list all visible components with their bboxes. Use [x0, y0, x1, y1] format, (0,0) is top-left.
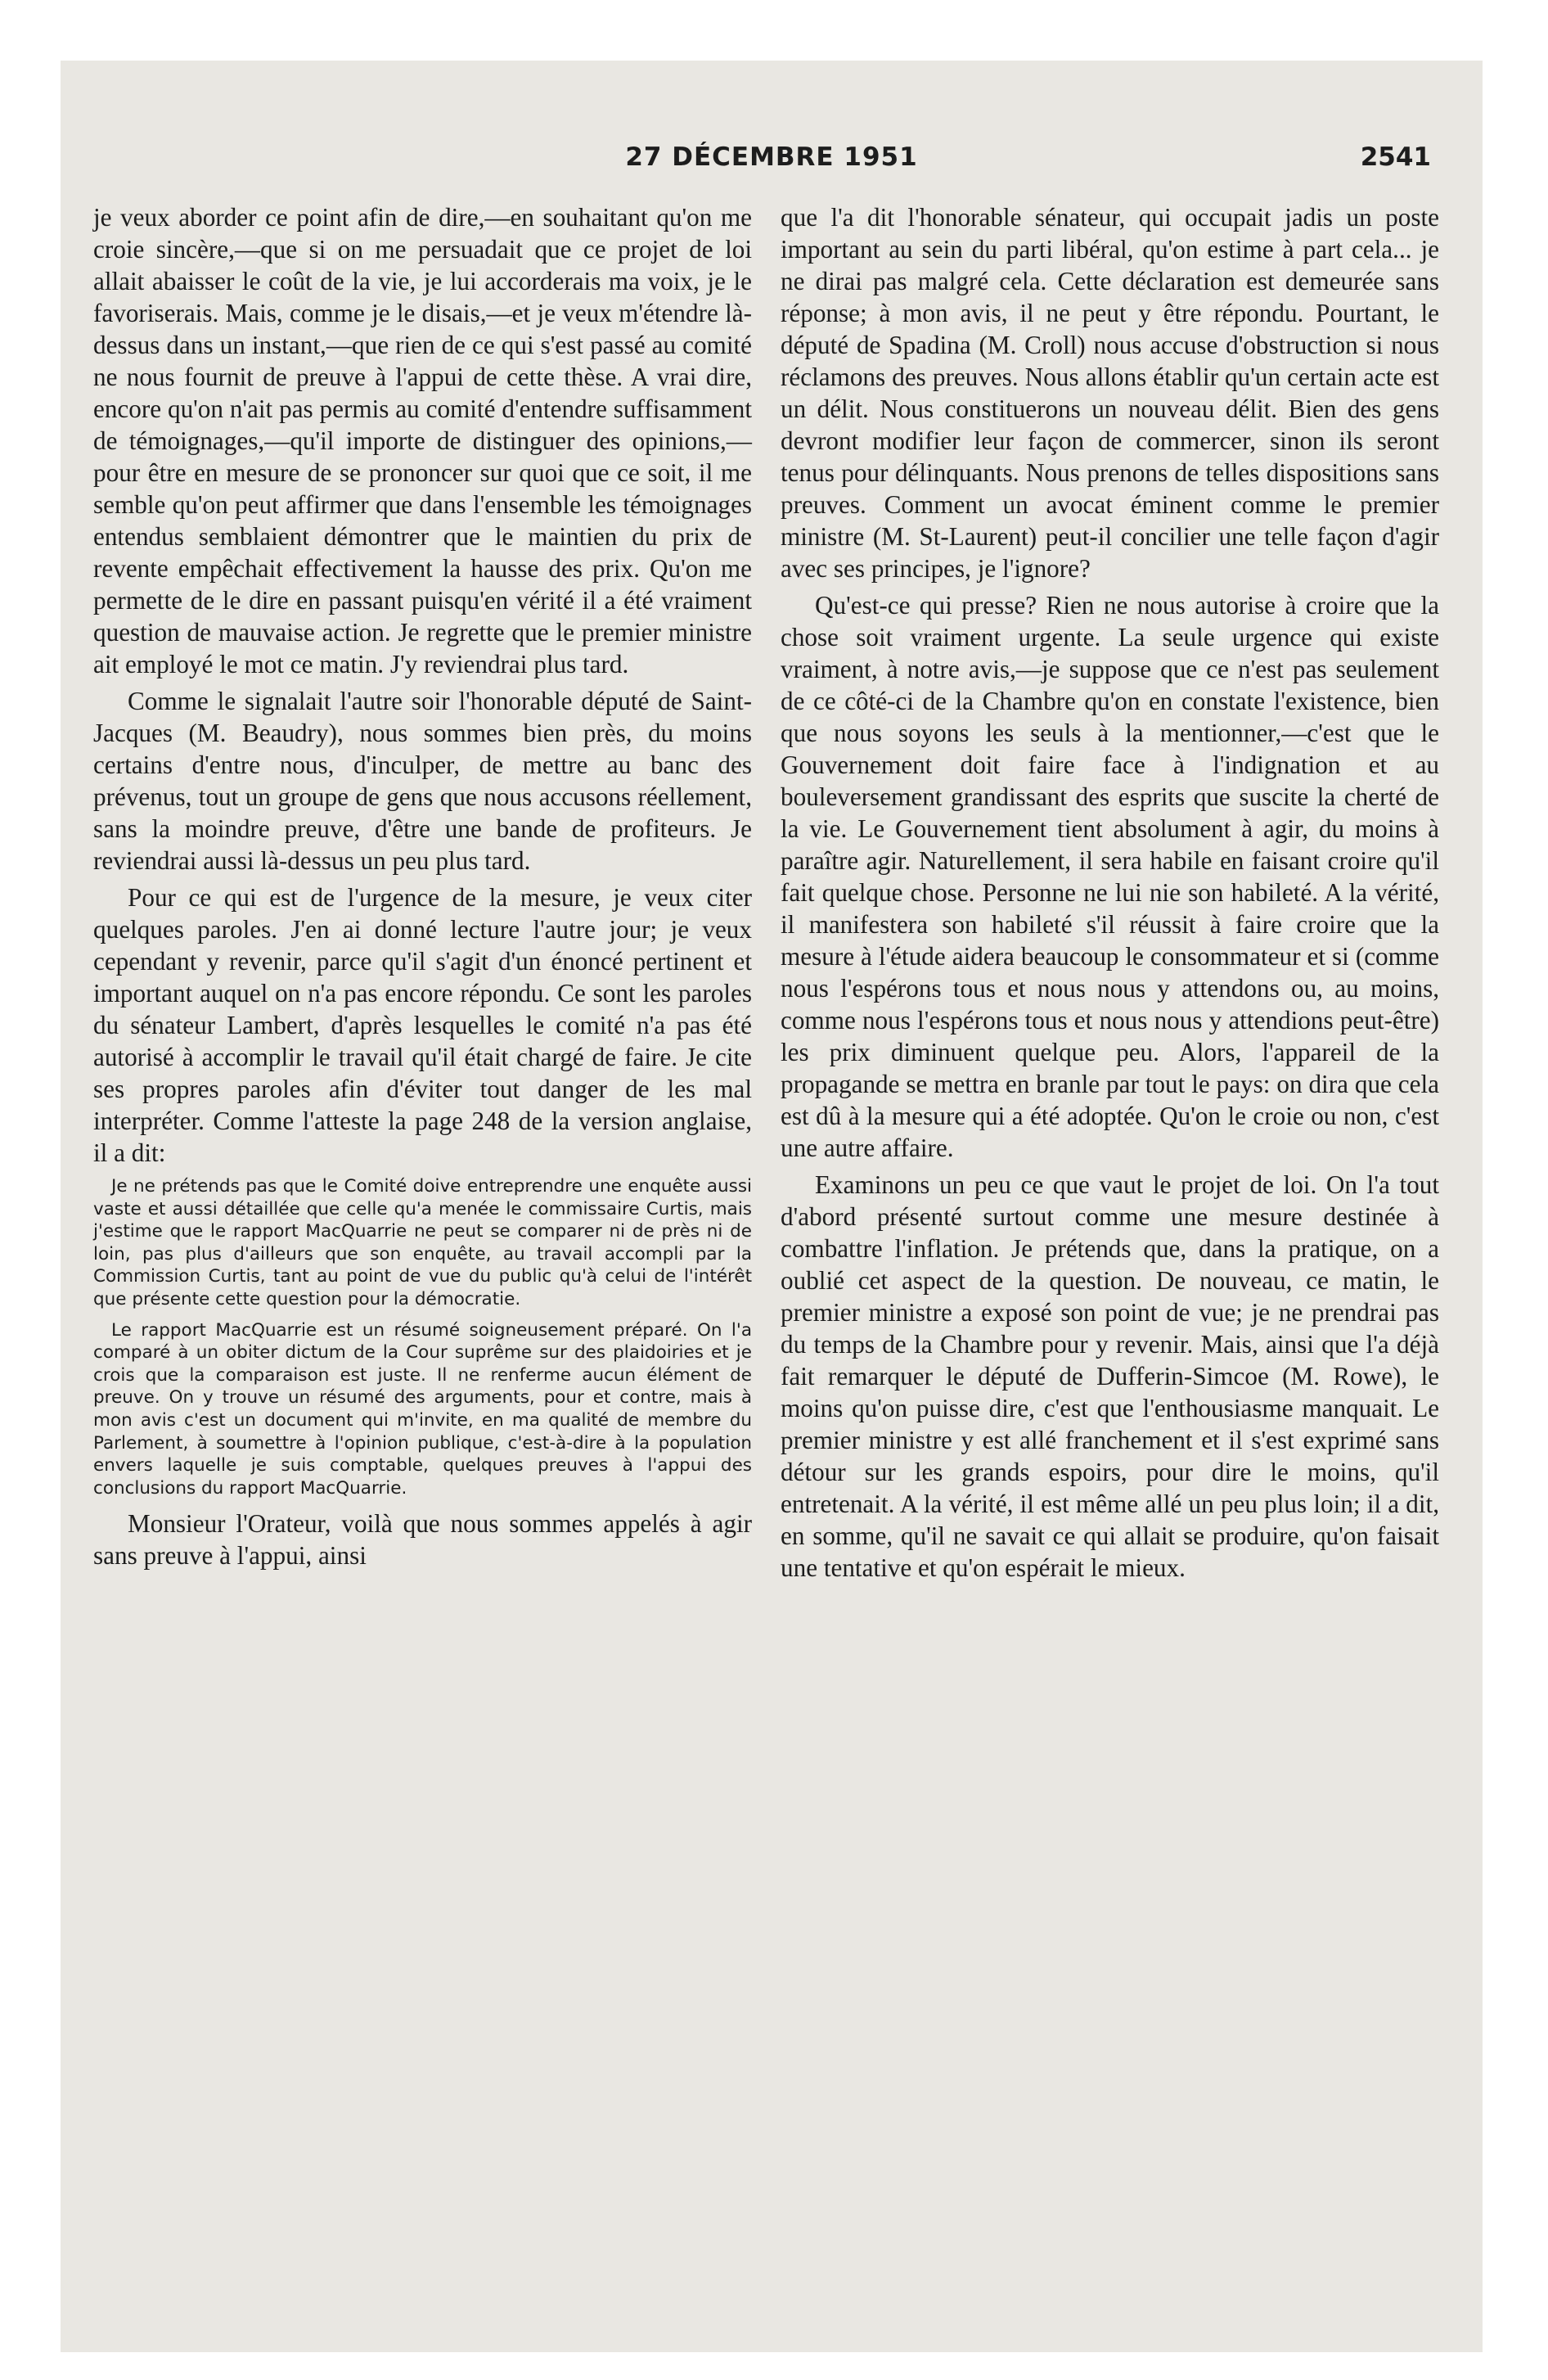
paragraph: Qu'est-ce qui presse? Rien ne nous autorise à croire que la chose soit vraiment urgente. La seule urgence qui existe vraiment, à notre avis,—je suppose que ce n'est pas seulement de ce côté-ci de la Chambre qu'on en constate l'existence, bien que nous soyons les seuls à la mentionner,—c'est que le Gouvernement doit faire face à l'indignation et au bouleversement grandissant des esprits que suscite la cherté de la vie. Le Gouvernement tient absolument à agir, du moins à paraître agir. Naturellement, il sera habile en faisant croire qu'il fait quelque chose. Personne ne lui nie son habileté. A la vérité, il manifestera son habileté s'il réussit à faire croire que la mesure à l'étude aidera beaucoup le consommateur et si (comme nous l'espérons tous et nous nous y attendons ou, au moins, comme nous l'espérons tous et nous nous y attendions peut-être) les prix diminuent quelque peu. Alors, l'appareil de la propagande se mettra en branle par tout le pays: on dira que cela est dû à la mesure qui a été adoptée. Qu'on le croie ou non, c'est une autre affaire.: [781, 591, 1439, 1162]
paragraph: Pour ce qui est de l'urgence de la mesure, je veux citer quelques paroles. J'en ai donné lecture l'autre jour; je veux cependant y revenir, parce qu'il s'agit d'un énoncé pertinent et important auquel on n'a pas encore répondu. Ce sont les paroles du sénateur Lambert, d'après lesquelles le comité n'a pas été autorisé à accomplir le travail qu'il était chargé de faire. Je cite ses propres paroles afin d'éviter tout danger de les mal interpréter. Comme l'atteste la page 248 de la version anglaise, il a dit:: [93, 883, 752, 1167]
page-date: 27 DÉCEMBRE 1951: [625, 142, 918, 172]
paragraph: Comme le signalait l'autre soir l'honorable député de Saint-Jacques (M. Beaudry), nous sommes bien près, du moins certains d'entre nous, d'inculper, de mettre au banc des prévenus, tout un groupe de gens que nous accusons réellement, sans la moindre preuve, d'être une bande de profiteurs. Je reviendrai aussi là-dessus un peu plus tard.: [93, 687, 752, 875]
paragraph: Monsieur l'Orateur, voilà que nous sommes appelés à agir sans preuve à l'appui, ainsi: [93, 1509, 752, 1571]
block-quote: Le rapport MacQuarrie est un résumé soigneusement préparé. On l'a comparé à un obiter dictum de la Cour suprême sur des plaidoiries et je crois que la comparaison est juste. Il ne renferme aucun élément de preuve. On y trouve un résumé des arguments, pour et contre, mais à mon avis c'est un document qui m'invite, en ma qualité de membre du Parlement, à soumettre à l'opinion publique, c'est-à-dire à la population envers laquelle je suis comptable, quelques preuves à l'appui des conclusions du rapport MacQuarrie.: [93, 1319, 752, 1499]
left-column: [93, 201, 752, 1571]
paragraph: Examinons un peu ce que vaut le projet de loi. On l'a tout d'abord présenté surtout comme une mesure destinée à combattre l'inflation. Je prétends que, dans la pratique, on a oublié cet aspect de la question. De nouveau, ce matin, le premier ministre a exposé son point de vue; je ne prendrai pas du temps de la Chambre pour y revenir. Mais, ainsi que l'a déjà fait remarquer le député de Dufferin-Simcoe (M. Rowe), le moins qu'on puisse dire, c'est que l'enthousiasme manquait. Le premier ministre y est allé franchement et il s'est exprimé sans détour sur les grands espoirs, pour dire le moins, qu'il entretenait. A la vérité, il est même allé un peu plus loin; il a dit, en somme, qu'il ne savait ce qui allait se produire, qu'on faisait une tentative et qu'on espérait le mieux.: [781, 1170, 1439, 1582]
paragraph: que l'a dit l'honorable sénateur, qui occupait jadis un poste important au sein du parti libéral, qu'on estime à part cela... je ne dirai pas malgré cela. Cette déclaration est demeurée sans réponse; à mon avis, il ne peut y être répondu. Pourtant, le député de Spadina (M. Croll) nous accuse d'obstruction si nous réclamons des preuves. Nous allons établir qu'un certain acte est un délit. Nous constituerons un nouveau délit. Bien des gens devront modifier leur façon de commercer, sinon ils seront tenus pour délinquants. Nous prenons de telles dispositions sans preuves. Comment un avocat éminent comme le premier ministre (M. St-Laurent) peut-il concilier une telle façon d'agir avec ses principes, je l'ignore?: [781, 203, 1439, 583]
block-quote: Je ne prétends pas que le Comité doive entreprendre une enquête aussi vaste et aussi détaillée que celle qu'a menée le commissaire Curtis, mais j'estime que le rapport MacQuarrie ne peut se comparer ni de près ni de loin, pas plus d'ailleurs que son enquête, au travail accompli par la Commission Curtis, tant au point de vue du public qu'à celui de l'intérêt que présente cette question pour la démocratie.: [93, 1176, 752, 1309]
scanned-page: [61, 61, 1483, 2352]
running-header: [61, 142, 1483, 192]
page-number: 2541: [1360, 142, 1431, 172]
paragraph: je veux aborder ce point afin de dire,—en souhaitant qu'on me croie sincère,—que si on me persuadait que ce projet de loi allait abaisser le coût de la vie, je lui accorderais ma voix, je le favoriserais. Mais, comme je le disais,—et je veux m'étendre là-dessus dans un instant,—que rien de ce qui s'est passé au comité ne nous fournit de preuve à l'appui de cette thèse. A vrai dire, encore qu'on n'ait pas permis au comité d'entendre suffisamment de témoignages,—qu'il importe de distinguer des opinions,—pour être en mesure de se prononcer sur quoi que ce soit, il me semble qu'on peut affirmer que dans l'ensemble les témoignages entendus semblaient démontrer que le maintien du prix de revente empêchait effectivement la hausse des prix. Qu'on me permette de le dire en passant puisqu'en vérité il a été vraiment question de mauvaise action. Je regrette que le premier ministre ait employé le mot ce matin. J'y reviendrai plus tard.: [93, 203, 752, 678]
right-column: [781, 201, 1439, 1589]
